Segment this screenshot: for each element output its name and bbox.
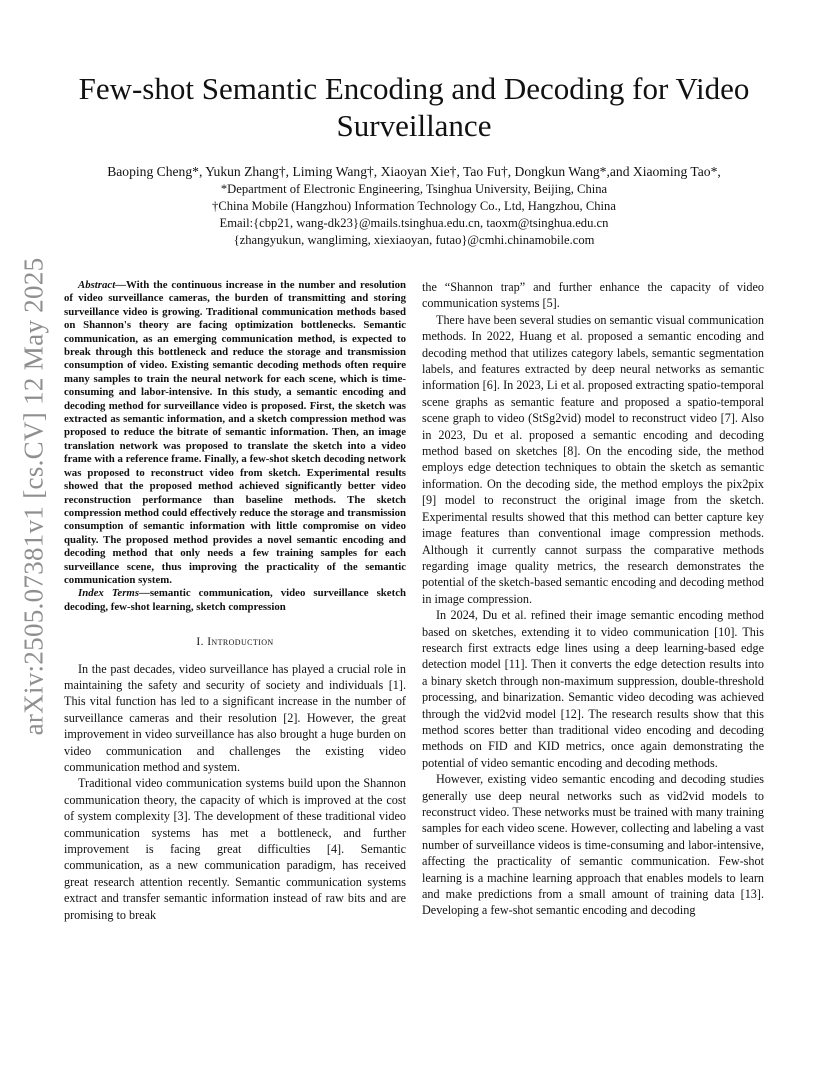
- paragraph: the “Shannon trap” and further enhance the capacity of video communication systems [5].: [422, 280, 764, 311]
- abstract-label: Abstract: [78, 279, 116, 291]
- section-number: I.: [196, 636, 208, 649]
- affiliation-1: *Department of Electronic Engineering, Tsinghua University, Beijing, China: [220, 182, 608, 196]
- right-column: [422, 279, 764, 919]
- section-name: Introduction: [207, 636, 274, 649]
- section-heading-introduction: [64, 634, 406, 650]
- paragraph: In the past decades, video surveillance has played a crucial role in maintaining the safety and security of society and individuals [1]. This vital function has led to a significant increase in the number of surveillance cameras and their resolution [2]. However, the great improvement in video surveillance has also brought a huge burden on video communication and challenges the existing video communication method and system.: [64, 661, 406, 774]
- paragraph: Traditional video communication systems build upon the Shannon communication theory, the capacity of which is improved at the cost of system complexity [3]. The development of these traditional video communication systems has met a bottleneck, and further improvement is facing great difficulties [4]. Semantic communication, as a new communication paradigm, has received great research attention recently. Semantic communication systems extract and transfer semantic information instead of raw bits and are promising to break: [64, 776, 406, 922]
- affiliation-2: †China Mobile (Hangzhou) Information Technology Co., Ltd, Hangzhou, China: [212, 199, 616, 213]
- paragraph: There have been several studies on semantic visual communication methods. In 2022, Huang et al. proposed a semantic encoding and decoding method that utilizes category labels, semantic segmentation labels, and features extracted by deep neural networks as semantic information [6]. In 2023, Li et al. proposed extracting spatio-temporal scene graphs as semantic feature and proposed a spatio-temporal scene graph to video (StSg2vid) model to reconstruct video [7]. Also in 2023, Du et al. proposed a semantic encoding and decoding method based on sketches [8]. On the encoding side, the method employs edge detection techniques to obtain the sketch as semantic information. On the decoding side, the method employs the pix2pix [9] model to reconstruct the original image from the sketch. Experimental results showed that this method can better capture key image features than conventional image compression methods. Although it currently cannot surpass the comparative methods regarding image quality metrics, the research demonstrates the potential of the sketch-based semantic encoding and decoding method in image compression.: [422, 312, 764, 606]
- arxiv-stamp: [16, 257, 52, 735]
- paragraph: In 2024, Du et al. refined their image semantic encoding method based on sketches, extending it to video communication [10]. This research first extracts edge lines using a deep learning-based edge detection model [11]. Then it converts the edge detection results into a binary sketch through non-maximum suppression, double-threshold processing, and binarization. Semantic video decoding was achieved through the vid2vid model [12]. The research results show that this method scores better than traditional video encoding and decoding methods on FID and KID metrics, once again demonstrating the potential of video semantic encoding and decoding methods.: [422, 608, 764, 770]
- index-terms-text: —semantic communication, video surveillance sketch decoding, few-shot learning, sketch compression: [64, 587, 406, 613]
- arxiv-id: arXiv:2505.07381v1 [cs.CV] 12 May 2025: [18, 257, 49, 735]
- email-line-1: Email:{cbp21, wang-dk23}@mails.tsinghua.edu.cn, taoxm@tsinghua.edu.cn: [219, 216, 609, 230]
- index-terms-label: Index Terms: [78, 587, 140, 600]
- paper-title: Few-shot Semantic Encoding and Decoding for Video Surveillance: [78, 71, 750, 143]
- email-line-2: {zhangyukun, wangliming, xiexiaoyan, futao}@cmhi.chinamobile.com: [233, 233, 595, 247]
- left-column: [64, 279, 406, 923]
- author-list: Baoping Cheng*, Yukun Zhang†, Liming Wang†, Xiaoyan Xie†, Tao Fu†, Dongkun Wang*,and Xiaoming Tao*,: [107, 164, 721, 179]
- index-terms: [64, 587, 406, 614]
- paragraph: However, existing video semantic encoding and decoding studies generally use deep neural networks such as vid2vid models to reconstruct video. These networks must be trained with many training samples for each video scene. However, collecting and labeling a vast number of surveillance videos is time-consuming and labor-intensive, affecting the practicality of semantic communication. Few-shot learning is a machine learning approach that enables models to learn and make predictions from a small amount of training data [13]. Developing a few-shot semantic encoding and decoding: [422, 772, 764, 918]
- abstract: [64, 279, 406, 587]
- abstract-text: —With the continuous increase in the number and resolution of video surveillance cameras, the burden of transmitting and storing surveillance video is growing. Traditional communication methods based on Shannon's theory are facing optimization bottlenecks. Semantic communication, as an emerging communication method, is expected to break through this bottleneck and reduce the storage and transmission consumption of video. Existing semantic decoding methods often require many samples to train the neural network for each scene, which is time-consuming and labor-intensive. In this study, a semantic encoding and decoding method for surveillance video is proposed. First, the sketch was extracted as semantic information, and a sketch compression method was proposed to reduce the bitrate of semantic information. Then, an image translation network was proposed to translate the sketch into a video frame with a reference frame. Finally, a few-shot sketch decoding network was proposed to reconstruct video from sketch. Experimental results showed that the proposed method achieved significantly better video reconstruction performance than baseline methods. The sketch compression method could effectively reduce the storage and transmission consumption of semantic information with little compromise on video quality. The proposed method provides a novel semantic encoding and decoding method that only needs a few training samples for each surveillance scene, thus improving the practicality of the semantic communication system.: [64, 279, 406, 586]
